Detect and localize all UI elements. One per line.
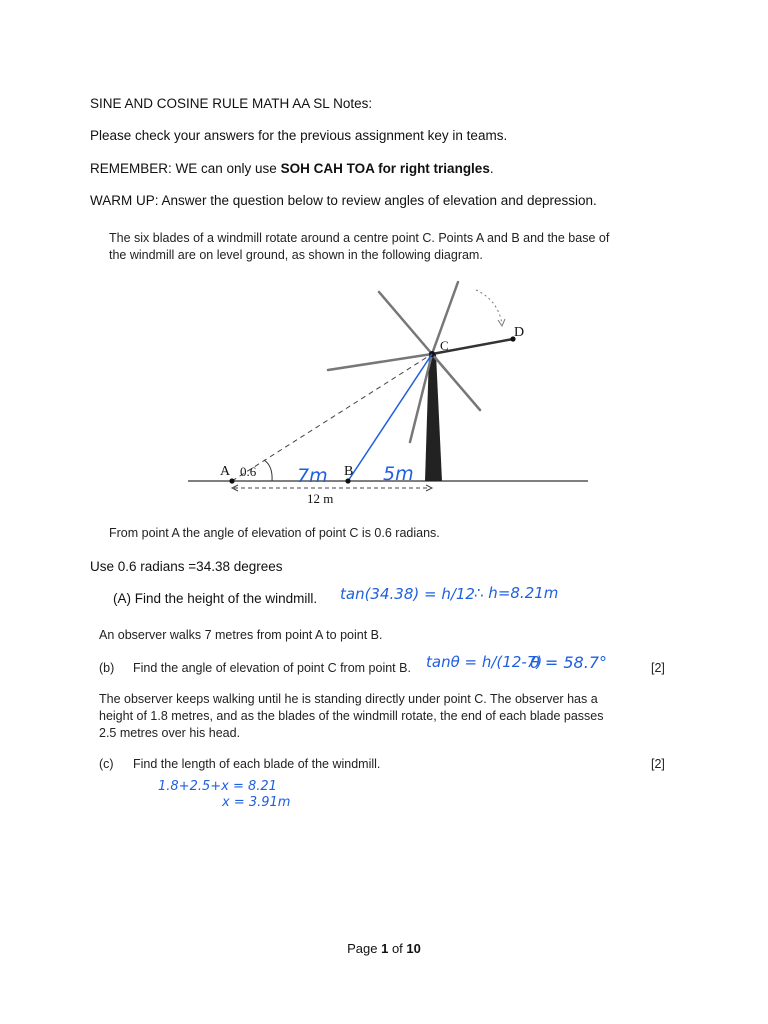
part-c-marks: [2] <box>651 757 665 771</box>
label-b: B <box>344 464 354 479</box>
angle-label: 0.6 <box>240 464 257 479</box>
notes-title: SINE AND COSINE RULE MATH AA SL Notes: <box>90 96 373 111</box>
blade-3 <box>328 354 432 370</box>
hand-part-b-answer: θ = 58.7° <box>530 653 607 672</box>
total-pages: 10 <box>406 941 421 956</box>
of-word: of <box>391 941 403 956</box>
check-answers-note: Please check your answers for the previous assignment key in teams. <box>90 128 508 143</box>
observer-line1: The observer keeps walking until he is standing directly under point C. The observer has a <box>99 692 598 706</box>
warmup-note: WARM UP: Answer the question below to review angles of elevation and depression. <box>90 193 597 208</box>
rotation-arc <box>476 290 502 324</box>
part-b-marks: [2] <box>651 661 665 675</box>
hand-distance-b-base: 5m <box>383 463 414 485</box>
observer-walk: An observer walks 7 metres from point A to point B. <box>99 628 383 642</box>
current-page: 1 <box>381 941 389 956</box>
observer-line2: height of 1.8 metres, and as the blades of the windmill rotate, the end of each blade passes <box>99 709 604 723</box>
page-footer <box>0 941 768 956</box>
hand-distance-ab: 7m <box>297 465 328 487</box>
hand-part-b-equation: tanθ = h/(12-7) <box>426 653 543 671</box>
part-c-label: (c) <box>99 757 114 771</box>
remember-bold: SOH CAH TOA for right triangles <box>280 161 490 176</box>
windmill-blades <box>328 282 480 442</box>
point-a <box>229 478 234 483</box>
hand-part-c-line1: 1.8+2.5+x = 8.21 <box>158 779 277 794</box>
remember-note <box>90 161 494 176</box>
distance-label: 12 m <box>307 491 334 506</box>
conversion-note-text: Use 0.6 radians =34.38 degrees <box>90 559 283 574</box>
page-word: Page <box>347 941 378 956</box>
hand-part-a-equation: tan(34.38) = h/12 <box>340 585 475 603</box>
elevation-statement: From point A the angle of elevation of point C is 0.6 radians. <box>109 526 440 540</box>
blade-1 <box>379 292 432 354</box>
question-intro-line1: The six blades of a windmill rotate around a centre point C. Points A and B and the base of <box>109 231 610 245</box>
blade-5 <box>432 354 480 410</box>
hand-part-c-line2: x = 3.91m <box>222 795 291 810</box>
remember-prefix: REMEMBER: WE can only use <box>90 161 281 176</box>
part-b-question: Find the angle of elevation of point C from point B. <box>133 661 411 675</box>
point-b <box>345 478 350 483</box>
hand-part-a-answer: ∴ h=8.21m <box>474 584 559 602</box>
windmill-diagram <box>180 270 600 510</box>
question-intro-line2: the windmill are on level ground, as shown in the following diagram. <box>109 248 483 262</box>
part-b-label: (b) <box>99 661 115 675</box>
line-bc <box>348 354 432 481</box>
label-a: A <box>220 464 231 479</box>
part-c-question: Find the length of each blade of the windmill. <box>133 757 381 771</box>
observer-line3: 2.5 metres over his head. <box>99 726 241 740</box>
label-d: D <box>514 325 525 340</box>
part-a-question: (A) Find the height of the windmill. <box>113 591 318 606</box>
label-c: C <box>440 338 449 353</box>
line-ac <box>232 354 432 481</box>
remember-suffix: . <box>489 161 494 176</box>
angle-arc <box>264 460 272 481</box>
